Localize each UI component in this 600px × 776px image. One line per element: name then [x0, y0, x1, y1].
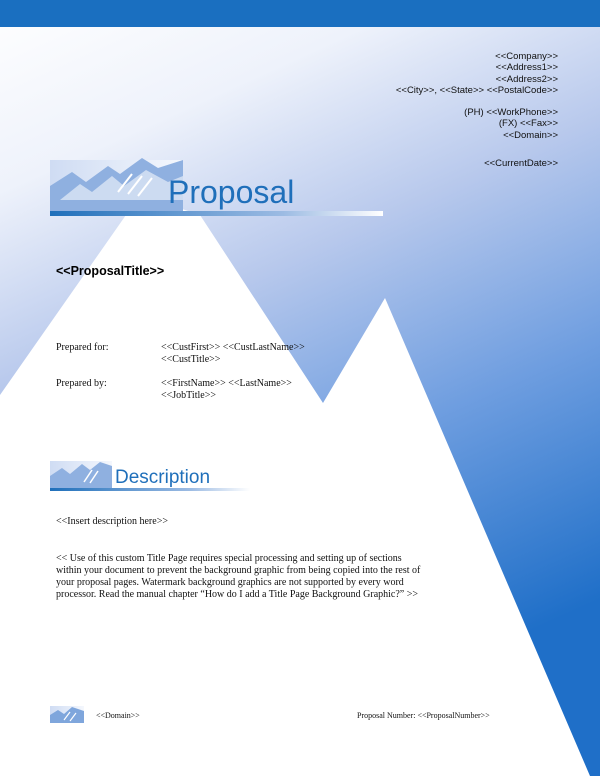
city-state-zip-field: <<City>>, <<State>> <<PostalCode>> — [395, 84, 558, 96]
footer-proposal-number: Proposal Number: <<ProposalNumber>> — [357, 711, 490, 720]
prepared-by-name: <<FirstName>> <<LastName>> — [161, 378, 292, 389]
contact-block — [464, 107, 558, 141]
proposal-title: <<ProposalTitle>> — [56, 264, 165, 278]
domain-field: <<Domain>> — [503, 129, 558, 141]
address-block — [396, 51, 558, 96]
banner-rule — [50, 211, 383, 216]
phone-field: (PH) <<WorkPhone>> — [464, 107, 558, 118]
note-line-3: your proposal pages. Watermark background graphics are not supported by every word — [56, 577, 404, 588]
prepared-by-label: Prepared by: — [56, 378, 107, 389]
prepared-by-title: <<JobTitle>> — [161, 390, 216, 401]
description-heading: Description — [115, 467, 211, 488]
banner-title: Proposal — [168, 174, 295, 210]
note-line-2: within your document to prevent the background graphic from being copied into the rest of — [56, 565, 421, 576]
description-note — [56, 553, 476, 601]
company-field: <<Company>> — [495, 51, 558, 62]
note-line-1: << Use of this custom Title Page requires special processing and setting up of sections — [56, 553, 402, 564]
description-placeholder: <<Insert description here>> — [56, 516, 168, 527]
address2-field: <<Address2>> — [495, 73, 558, 85]
footer-domain: <<Domain>> — [96, 711, 140, 720]
prepared-for-title: <<CustTitle>> — [161, 354, 221, 365]
address1-field: <<Address1>> — [495, 62, 558, 74]
fax-field: (FX) <<Fax>> — [498, 118, 558, 130]
prepared-for-label: Prepared for: — [56, 342, 109, 353]
date-field: <<CurrentDate>> — [484, 158, 558, 169]
note-line-4: processor. Read the manual chapter “How do I add a Title Page Background Graphic?” >> — [56, 589, 419, 600]
top-bar — [0, 0, 600, 27]
prepared-for-name: <<CustFirst>> <<CustLastName>> — [161, 342, 305, 353]
